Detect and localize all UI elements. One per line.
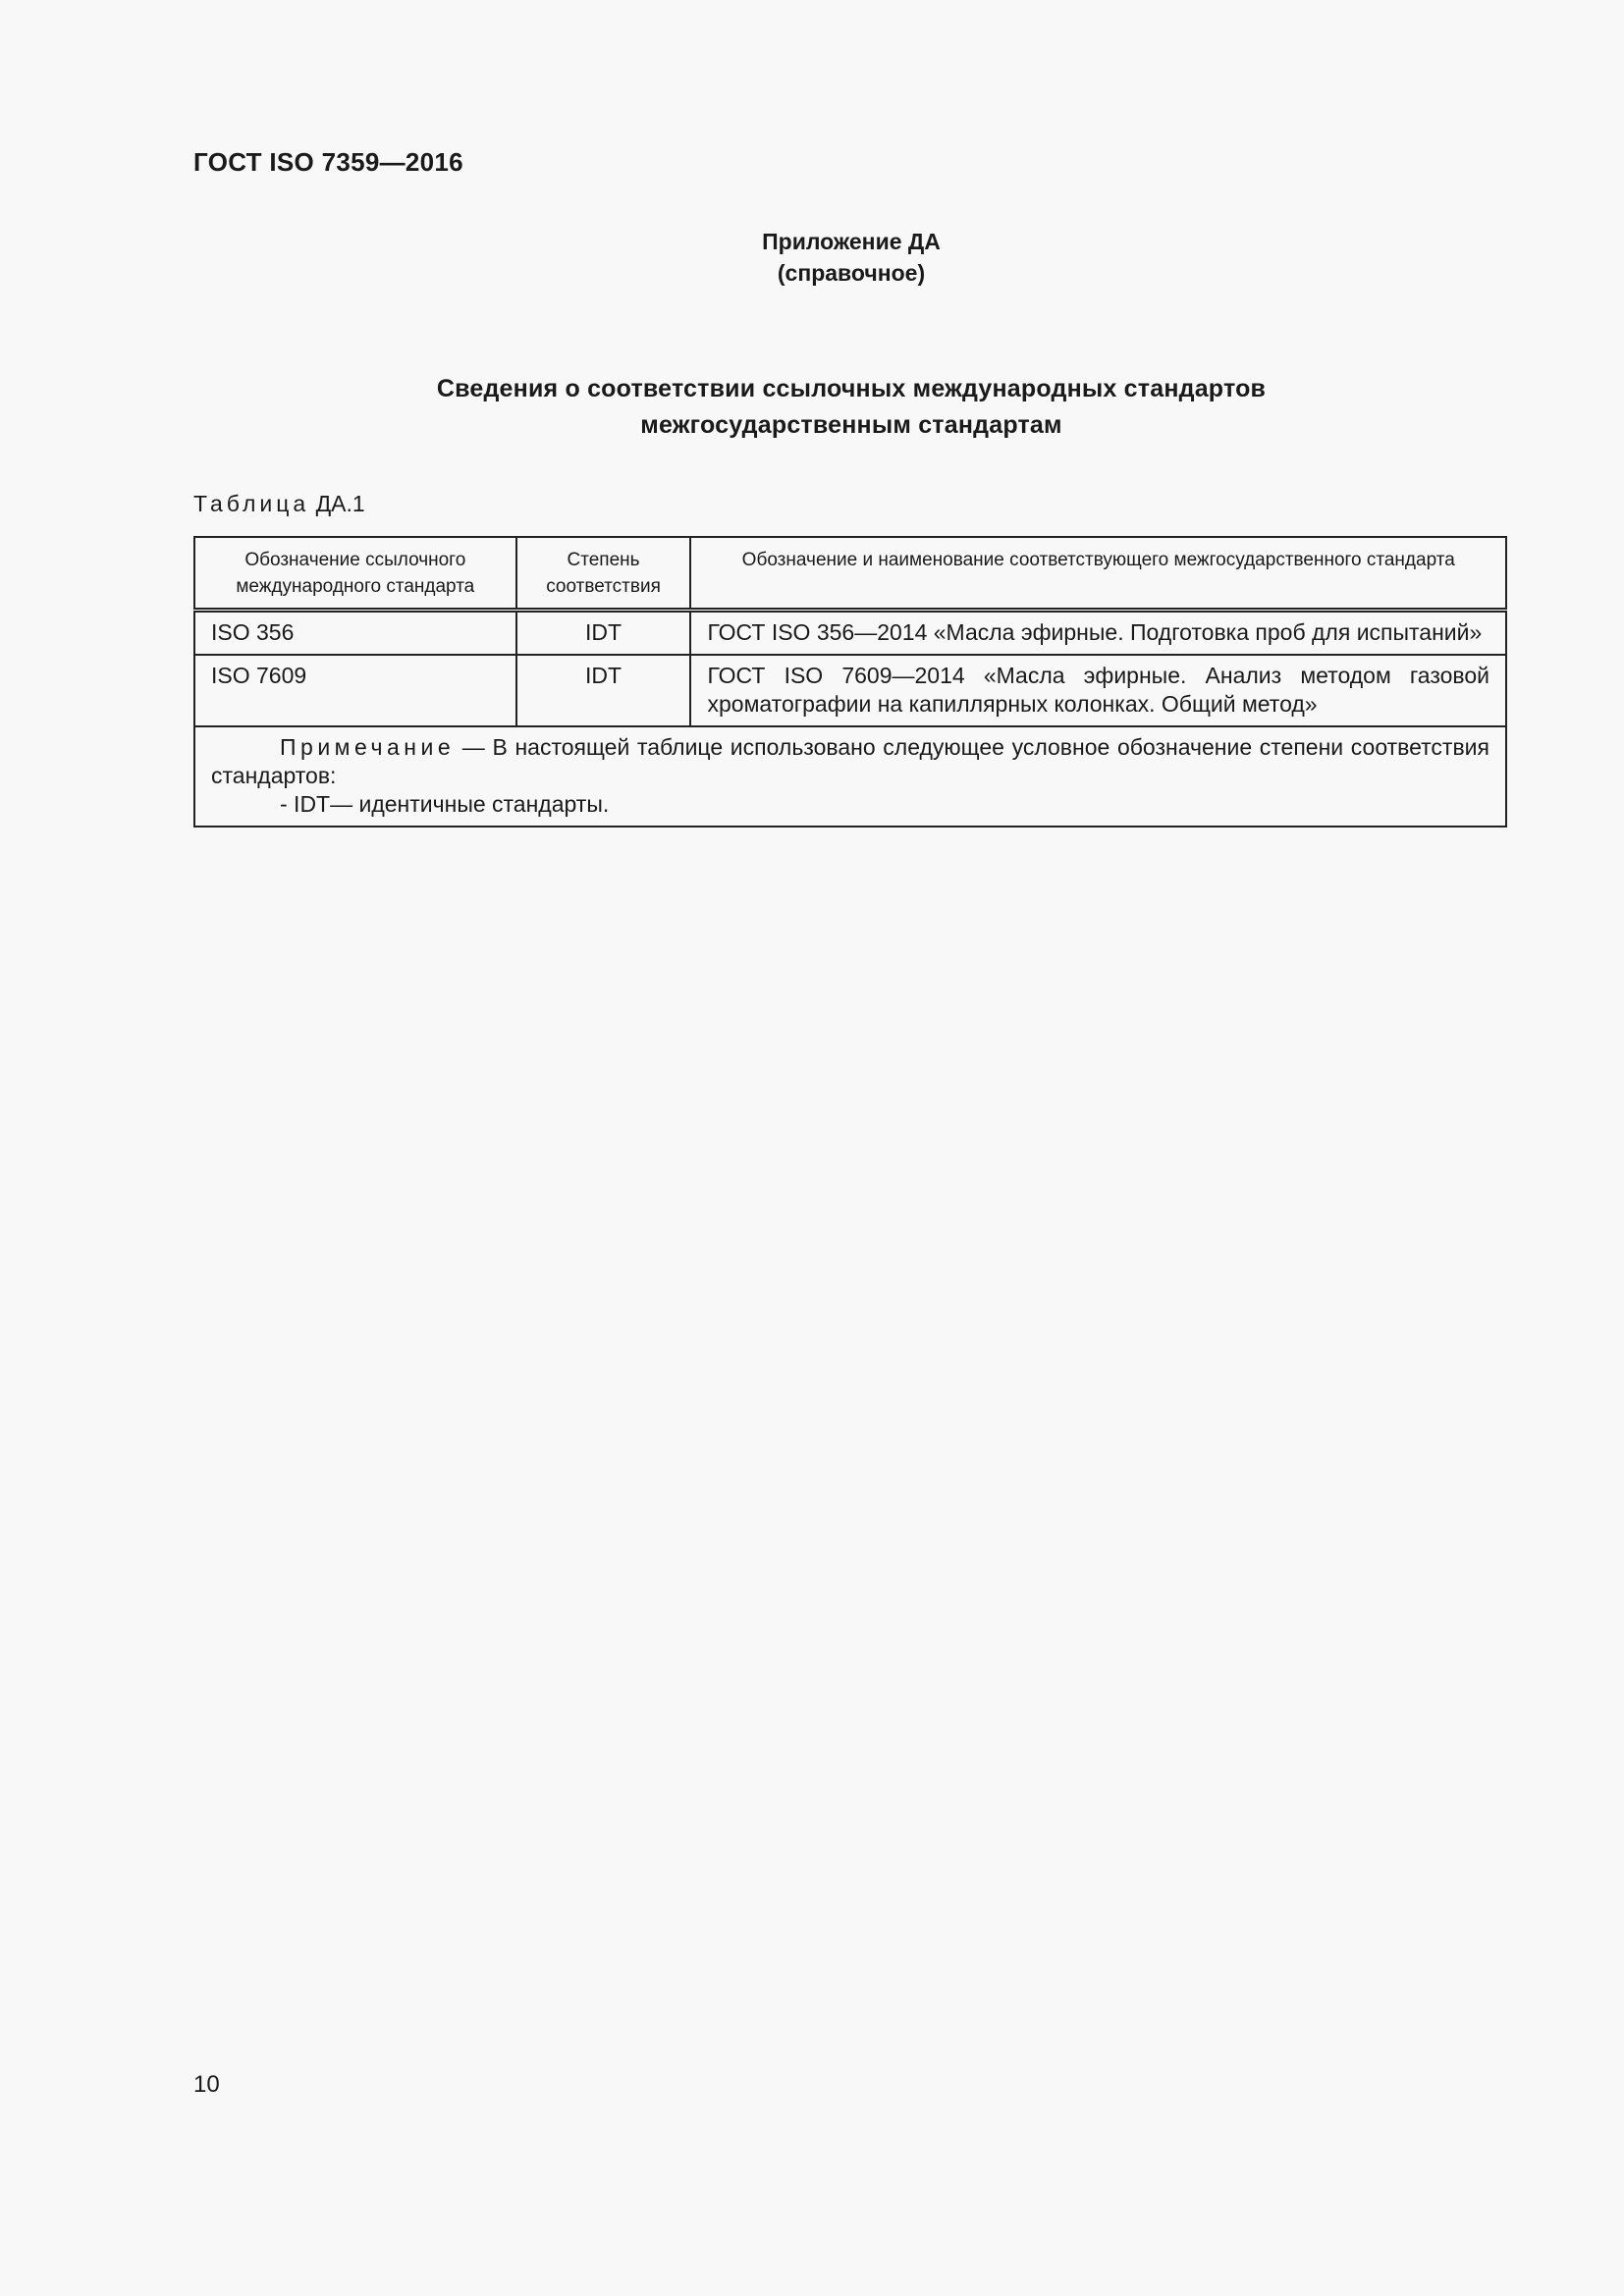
document-code: ГОСТ ISO 7359—2016 xyxy=(193,147,463,177)
cell-intl-standard: ISO 7609 xyxy=(194,655,516,726)
note-paragraph xyxy=(211,733,1489,790)
table-caption xyxy=(193,491,365,517)
cell-intl-standard: ISO 356 xyxy=(194,611,516,656)
header-degree: Степень соответствия xyxy=(516,537,691,611)
note-text: — В настоящей таблице использовано следующее условное обозначение степени соответствия стандартов: xyxy=(211,734,1489,788)
page-number: 10 xyxy=(193,2071,220,2098)
table-header-row xyxy=(194,537,1506,611)
table-note xyxy=(194,726,1506,827)
table-note-row xyxy=(194,726,1506,827)
table-caption-number: ДА.1 xyxy=(315,491,365,516)
table-row xyxy=(194,611,1506,656)
cell-degree: IDT xyxy=(516,611,691,656)
table-row xyxy=(194,655,1506,726)
appendix-title: Приложение ДА xyxy=(762,229,941,254)
table-caption-label: Таблица xyxy=(193,491,310,516)
appendix-heading xyxy=(0,226,1624,289)
section-title-line-1: Сведения о соответствии ссылочных международных стандартов xyxy=(436,375,1267,402)
cell-gost-standard: ГОСТ ISO 7609—2014 «Масла эфирные. Анализ методом газовой хроматографии на капиллярных колонках. Общий метод» xyxy=(690,655,1506,726)
note-label: Примечание xyxy=(280,734,456,760)
section-title-line-2: межгосударственным стандартам xyxy=(640,411,1062,439)
appendix-type: (справочное) xyxy=(777,260,926,286)
standards-table xyxy=(193,536,1507,828)
header-gost-standard: Обозначение и наименование соответствующего межгосударственного стандарта xyxy=(690,537,1506,611)
cell-degree: IDT xyxy=(516,655,691,726)
section-title xyxy=(0,371,1624,444)
header-intl-standard: Обозначение ссылочного международного стандарта xyxy=(194,537,516,611)
cell-gost-standard: ГОСТ ISO 356—2014 «Масла эфирные. Подготовка проб для испытаний» xyxy=(690,611,1506,656)
note-list-item: - IDT— идентичные стандарты. xyxy=(280,791,610,817)
